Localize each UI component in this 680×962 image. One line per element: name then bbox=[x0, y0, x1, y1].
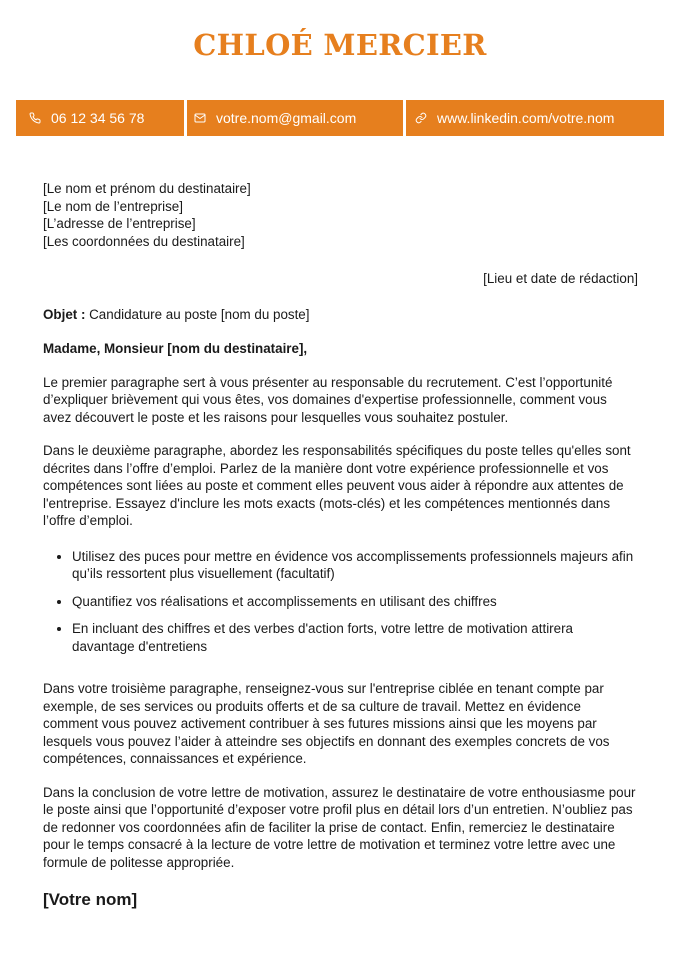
list-item: • Utilisez des puces pour mettre en évidence vos accomplissements professionnels majeurs afin qu’ils ressortent plus visuellement (facultatif) bbox=[72, 548, 638, 583]
recipient-company: [Le nom de l’entreprise] bbox=[43, 198, 183, 214]
salutation: Madame, Monsieur [nom du destinataire], bbox=[43, 341, 308, 356]
place-date: [Lieu et date de rédaction] bbox=[483, 271, 638, 286]
list-item: • En incluant des chiffres et des verbes d'action forts, votre lettre de motivation attirera davantage d'entretiens bbox=[72, 620, 638, 655]
contact-email bbox=[187, 100, 403, 136]
recipient-address: [L’adresse de l’entreprise] bbox=[43, 216, 196, 231]
paragraph-responsibilities: Dans le deuxième paragraphe, abordez les responsabilités spécifiques du poste telles qu'elles sont décrites dans l’offre d’emploi. Parlez de la manière dont votre expérience professionnelle et vos compétences sont liées au poste et comment elles peuvent vous aider à répondre aux attentes de l'entreprise. Essayez d'inclure les mots exacts (mots-clés) et les compétences mentionnés dans l’offre d’emploi. bbox=[43, 443, 631, 528]
paragraph-conclusion: Dans la conclusion de votre lettre de motivation, assurez le destinataire de votre enthousiasme pour le poste ainsi que l’opportunité d’exposer votre profil plus en détail lors d’un entretien. N’oubliez pas de redonner vos coordonnées afin de faciliter la prise de contact. Enfin, remerciez le destinataire pour le temps consacré à la lecture de votre lettre de motivation et terminez votre lettre avec une formule de politesse appropriée. bbox=[43, 784, 636, 870]
subject-text: Candidature au poste [nom du poste] bbox=[85, 306, 310, 322]
contact-phone bbox=[16, 100, 184, 136]
applicant-name: CHLOÉ MERCIER bbox=[193, 28, 487, 62]
email-address: votre.nom@gmail.com bbox=[216, 110, 357, 126]
link-icon bbox=[415, 112, 427, 124]
paragraph-intro: Le premier paragraphe sert à vous présenter au responsable du recrutement. C’est l’opportunité d’expliquer brièvement qui vous êtes, vos domaines d'expertise professionnelle, comment vous avez découvert le poste et les raisons pour lesquelles vous souhaitez postuler. bbox=[43, 374, 613, 425]
recipient-name: [Le nom et prénom du destinataire] bbox=[43, 181, 251, 196]
signature: [Votre nom] bbox=[43, 890, 138, 909]
envelope-icon bbox=[194, 112, 206, 124]
phone-number: 06 12 34 56 78 bbox=[51, 110, 145, 126]
paragraph-company: Dans votre troisième paragraphe, renseignez-vous sur l'entreprise ciblée en tenant compte par exemple, de ses services ou produits offerts et de sa culture de travail. Mettez en évidence comment vous pouvez activement contribuer à ses futures missions ainsi que les moyens par lesquels vous pouvez l’aider à atteindre ses objectifs en donnant des exemples concrets de vos compétences, connaissances et expérience. bbox=[43, 681, 610, 766]
subject-label: Objet : bbox=[43, 306, 86, 322]
achievements-list bbox=[43, 548, 638, 656]
list-item: • Quantifiez vos réalisations et accomplissements en utilisant des chiffres bbox=[72, 593, 638, 611]
letter-body bbox=[43, 180, 638, 911]
recipient-block bbox=[43, 180, 638, 250]
website-url: www.linkedin.com/votre.nom bbox=[437, 110, 615, 126]
subject-line bbox=[43, 306, 638, 324]
recipient-contact: [Les coordonnées du destinataire] bbox=[43, 233, 245, 249]
contact-bar bbox=[16, 100, 664, 136]
phone-icon bbox=[29, 112, 41, 124]
contact-website bbox=[406, 100, 664, 136]
